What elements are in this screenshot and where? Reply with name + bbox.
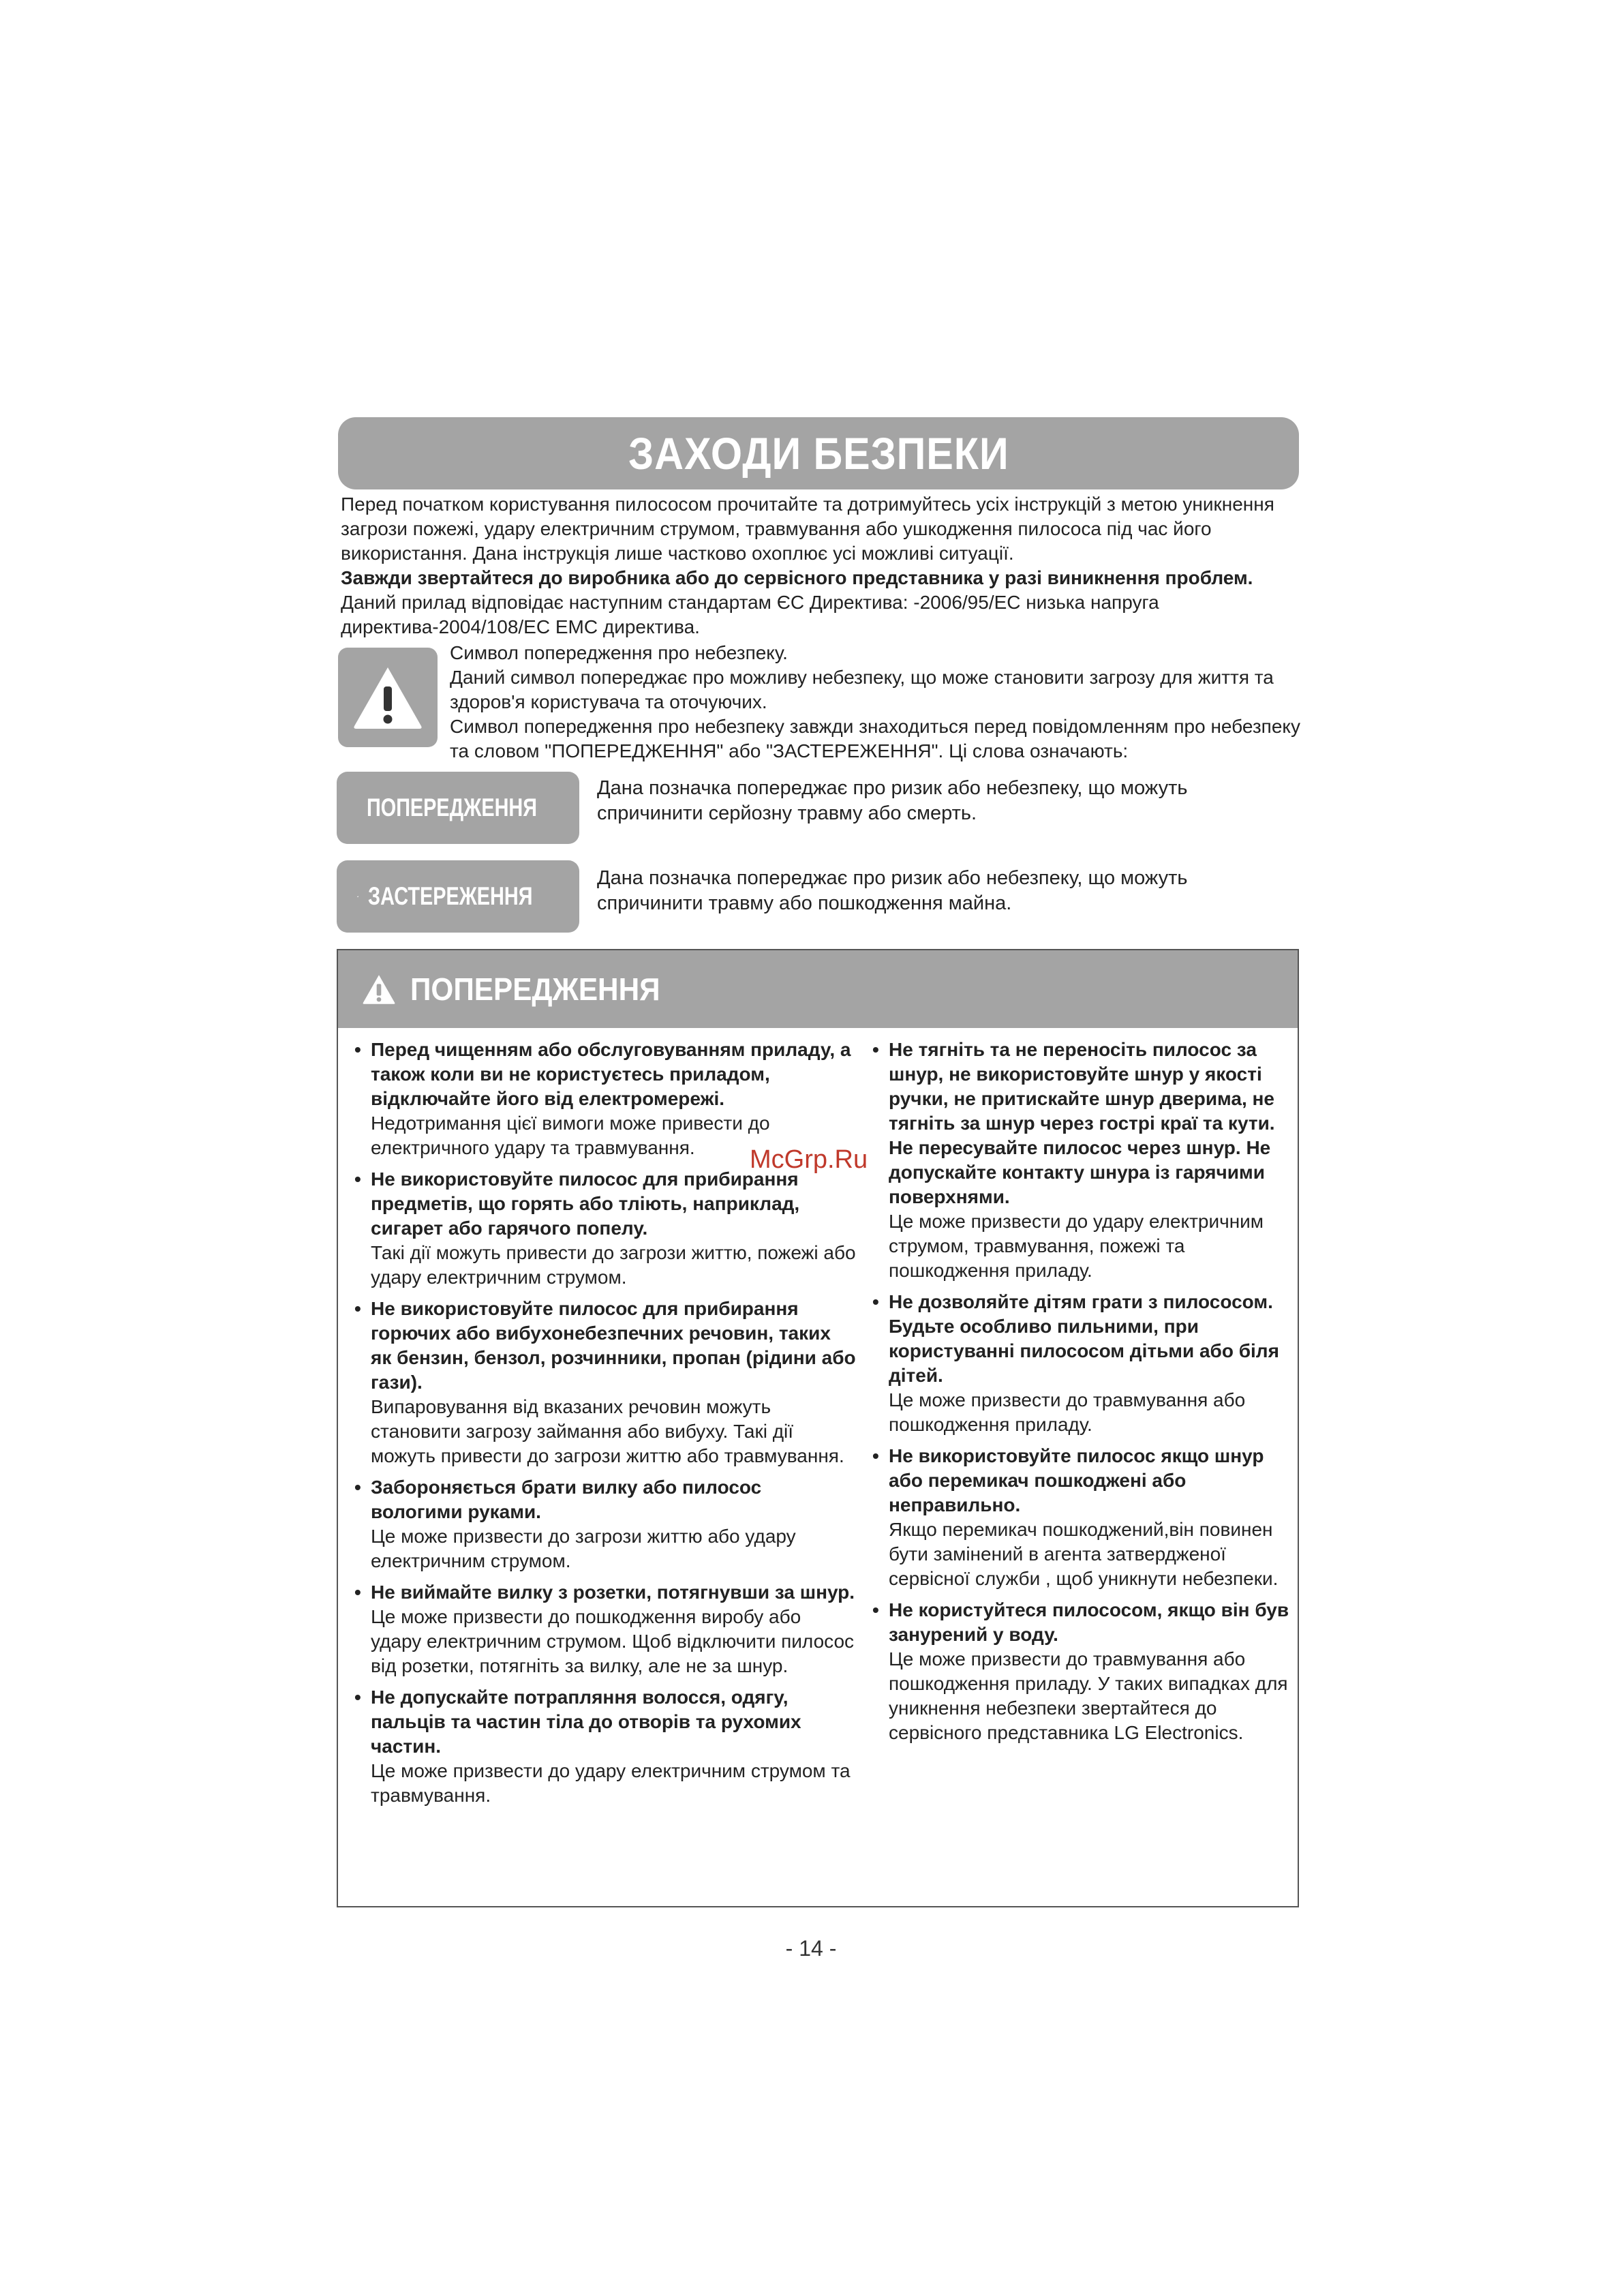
bullet: •	[354, 1039, 361, 1060]
warning-panel-title: ПОПЕРЕДЖЕННЯ	[410, 971, 660, 1007]
intro-paragraph-3: Даний прилад відповідає наступним стандартам ЄС Директива: -2006/95/ЕС низька напруга директива-2004/108/ЕС ЕМС директива.	[341, 592, 1159, 637]
caution-label-box	[337, 860, 579, 933]
item-body: Недотримання цієї вимоги може привести до електричного удару та травмування.	[371, 1113, 770, 1158]
bullet: •	[354, 1687, 361, 1708]
item-body: Це може призвести до травмування або пошкодження приладу.	[889, 1389, 1246, 1435]
item-body: Це може призвести до травмування або пошкодження приладу. У таких випадках для уникнення небезпеки звертайтеся до сервісного представника LG Electronics.	[889, 1648, 1288, 1743]
bullet: •	[872, 1039, 879, 1060]
list-item	[352, 1167, 856, 1290]
item-body: Це може призвести до пошкодження виробу або удару електричним струмом. Щоб відключити пилосос від розетки, потягніть за вилку, але не за шнур.	[371, 1606, 855, 1676]
warning-label-description	[597, 776, 1299, 826]
title-bar	[338, 417, 1299, 489]
list-item	[870, 1444, 1292, 1591]
item-heading: Не тягніть та не переносіть пилосос за шнур, не використовуйте шнур у якості ручки, не притискайте шнур дверима, не тягніть за шнур через гострі краї та кути. Не пересувайте пилосос через шнур. Не допускайте контакту шнура із гарячими поверхнями.	[889, 1039, 1275, 1207]
item-heading: Не використовуйте пилосос якщо шнур або перемикач пошкоджені або неправильно.	[889, 1445, 1264, 1515]
caution-label: ЗАСТЕРЕЖЕННЯ	[368, 882, 533, 910]
warning-panel	[337, 949, 1299, 1907]
watermark: McGrp.Ru	[750, 1145, 868, 1174]
symbol-line-2: Даний символ попереджає про можливу небезпеку, що може становити загрозу для життя та здоров'я користувача та оточуючих.	[450, 667, 1274, 712]
symbol-line-1: Символ попередження про небезпеку.	[450, 642, 788, 663]
page-number: - 14 -	[785, 1936, 837, 1961]
list-item	[870, 1598, 1292, 1745]
item-heading: Не виймайте вилку з розетки, потягнувши за шнур.	[371, 1582, 855, 1603]
warning-symbol-box	[338, 648, 438, 747]
item-body: Це може призвести до удару електричним струмом та травмування.	[371, 1760, 851, 1806]
caution-label-description	[597, 866, 1299, 916]
intro-paragraph-1: Перед початком користування пилососом прочитайте та дотримуйтесь усіх інструкцій з метою уникнення загрози пожежі, удару електричним струмом, травмування або ушкодження пилососа під час його використання. Дана інструкція лише частково охоплює усі можливі ситуації.	[341, 494, 1274, 564]
warning-triangle-icon	[350, 663, 425, 731]
item-heading: Перед чищенням або обслуговуванням приладу, а також коли ви не користуєтесь приладом, відключайте його від електромережі.	[371, 1039, 851, 1109]
item-body: Випаровування від вказаних речовин можуть становити загрозу займання або вибуху. Такі дії можуть привести до загрози життю або травмування.	[371, 1396, 844, 1466]
item-heading: Не допускайте потрапляння волосся, одягу, пальців та частин тіла до отворів та рухомих частин.	[371, 1687, 801, 1757]
list-item	[352, 1297, 856, 1468]
warning-triangle-icon	[361, 973, 397, 1006]
bullet: •	[872, 1599, 879, 1620]
item-heading: Не користуйтеся пилососом, якщо він був занурений у воду.	[889, 1599, 1289, 1645]
warning-panel-header	[338, 950, 1298, 1028]
bullet: •	[354, 1168, 361, 1190]
warning-desc-text: Дана позначка попереджає про ризик або небезпеку, що можуть спричинити серйозну травму або смерть.	[597, 777, 1188, 824]
bullet: •	[354, 1582, 361, 1603]
item-heading: Не використовуйте пилосос для прибирання горючих або вибухонебезпечних речовин, таких як бензин, бензол, розчинники, пропан (рідини або гази).	[371, 1298, 856, 1393]
list-item	[352, 1038, 856, 1160]
warning-triangle-icon	[357, 881, 358, 911]
page-title: ЗАХОДИ БЕЗПЕКИ	[628, 428, 1009, 479]
caution-desc-text: Дана позначка попереджає про ризик або небезпеку, що можуть спричинити травму або пошкодження майна.	[597, 867, 1188, 914]
warning-label: ПОПЕРЕДЖЕННЯ	[367, 794, 538, 821]
item-heading: Забороняється брати вилку або пилосос вологими руками.	[371, 1477, 762, 1522]
item-heading: Не дозволяйте дітям грати з пилососом. Будьте особливо пильними, при користуванні пилососом дітьми або біля дітей.	[889, 1291, 1279, 1386]
list-item	[352, 1580, 856, 1678]
bullet: •	[872, 1291, 879, 1312]
list-item	[352, 1685, 856, 1808]
list-item	[870, 1290, 1292, 1437]
list-item	[352, 1475, 856, 1573]
symbol-line-3: Символ попередження про небезпеку завжди знаходиться перед повідомленням про небезпеку та словом "ПОПЕРЕДЖЕННЯ" або "ЗАСТЕРЕЖЕННЯ". Ці слова означають:	[450, 716, 1300, 761]
intro-paragraph-2: Завжди звертайтеся до виробника або до сервісного представника у разі виникнення проблем.	[341, 567, 1253, 588]
warning-column-right	[870, 1038, 1292, 1752]
item-heading: Не використовуйте пилосос для прибирання предметів, що горять або тліють, наприклад, сигарет або гарячого попелу.	[371, 1168, 800, 1239]
item-body: Це може призвести до удару електричним струмом, травмування, пожежі та пошкодження приладу.	[889, 1211, 1264, 1281]
list-item	[870, 1038, 1292, 1283]
item-body: Якщо перемикач пошкоджений,він повинен бути замінений в агента затвердженої сервісної служби , щоб уникнути небезпеки.	[889, 1519, 1279, 1589]
symbol-description	[450, 641, 1302, 764]
bullet: •	[354, 1477, 361, 1498]
intro-text	[341, 492, 1302, 639]
bullet: •	[354, 1298, 361, 1319]
bullet: •	[872, 1445, 879, 1466]
warning-label-box	[337, 772, 579, 844]
item-body: Це може призвести до загрози життю або удару електричним струмом.	[371, 1526, 796, 1571]
item-body: Такі дії можуть привести до загрози життю, пожежі або удару електричним струмом.	[371, 1242, 856, 1288]
